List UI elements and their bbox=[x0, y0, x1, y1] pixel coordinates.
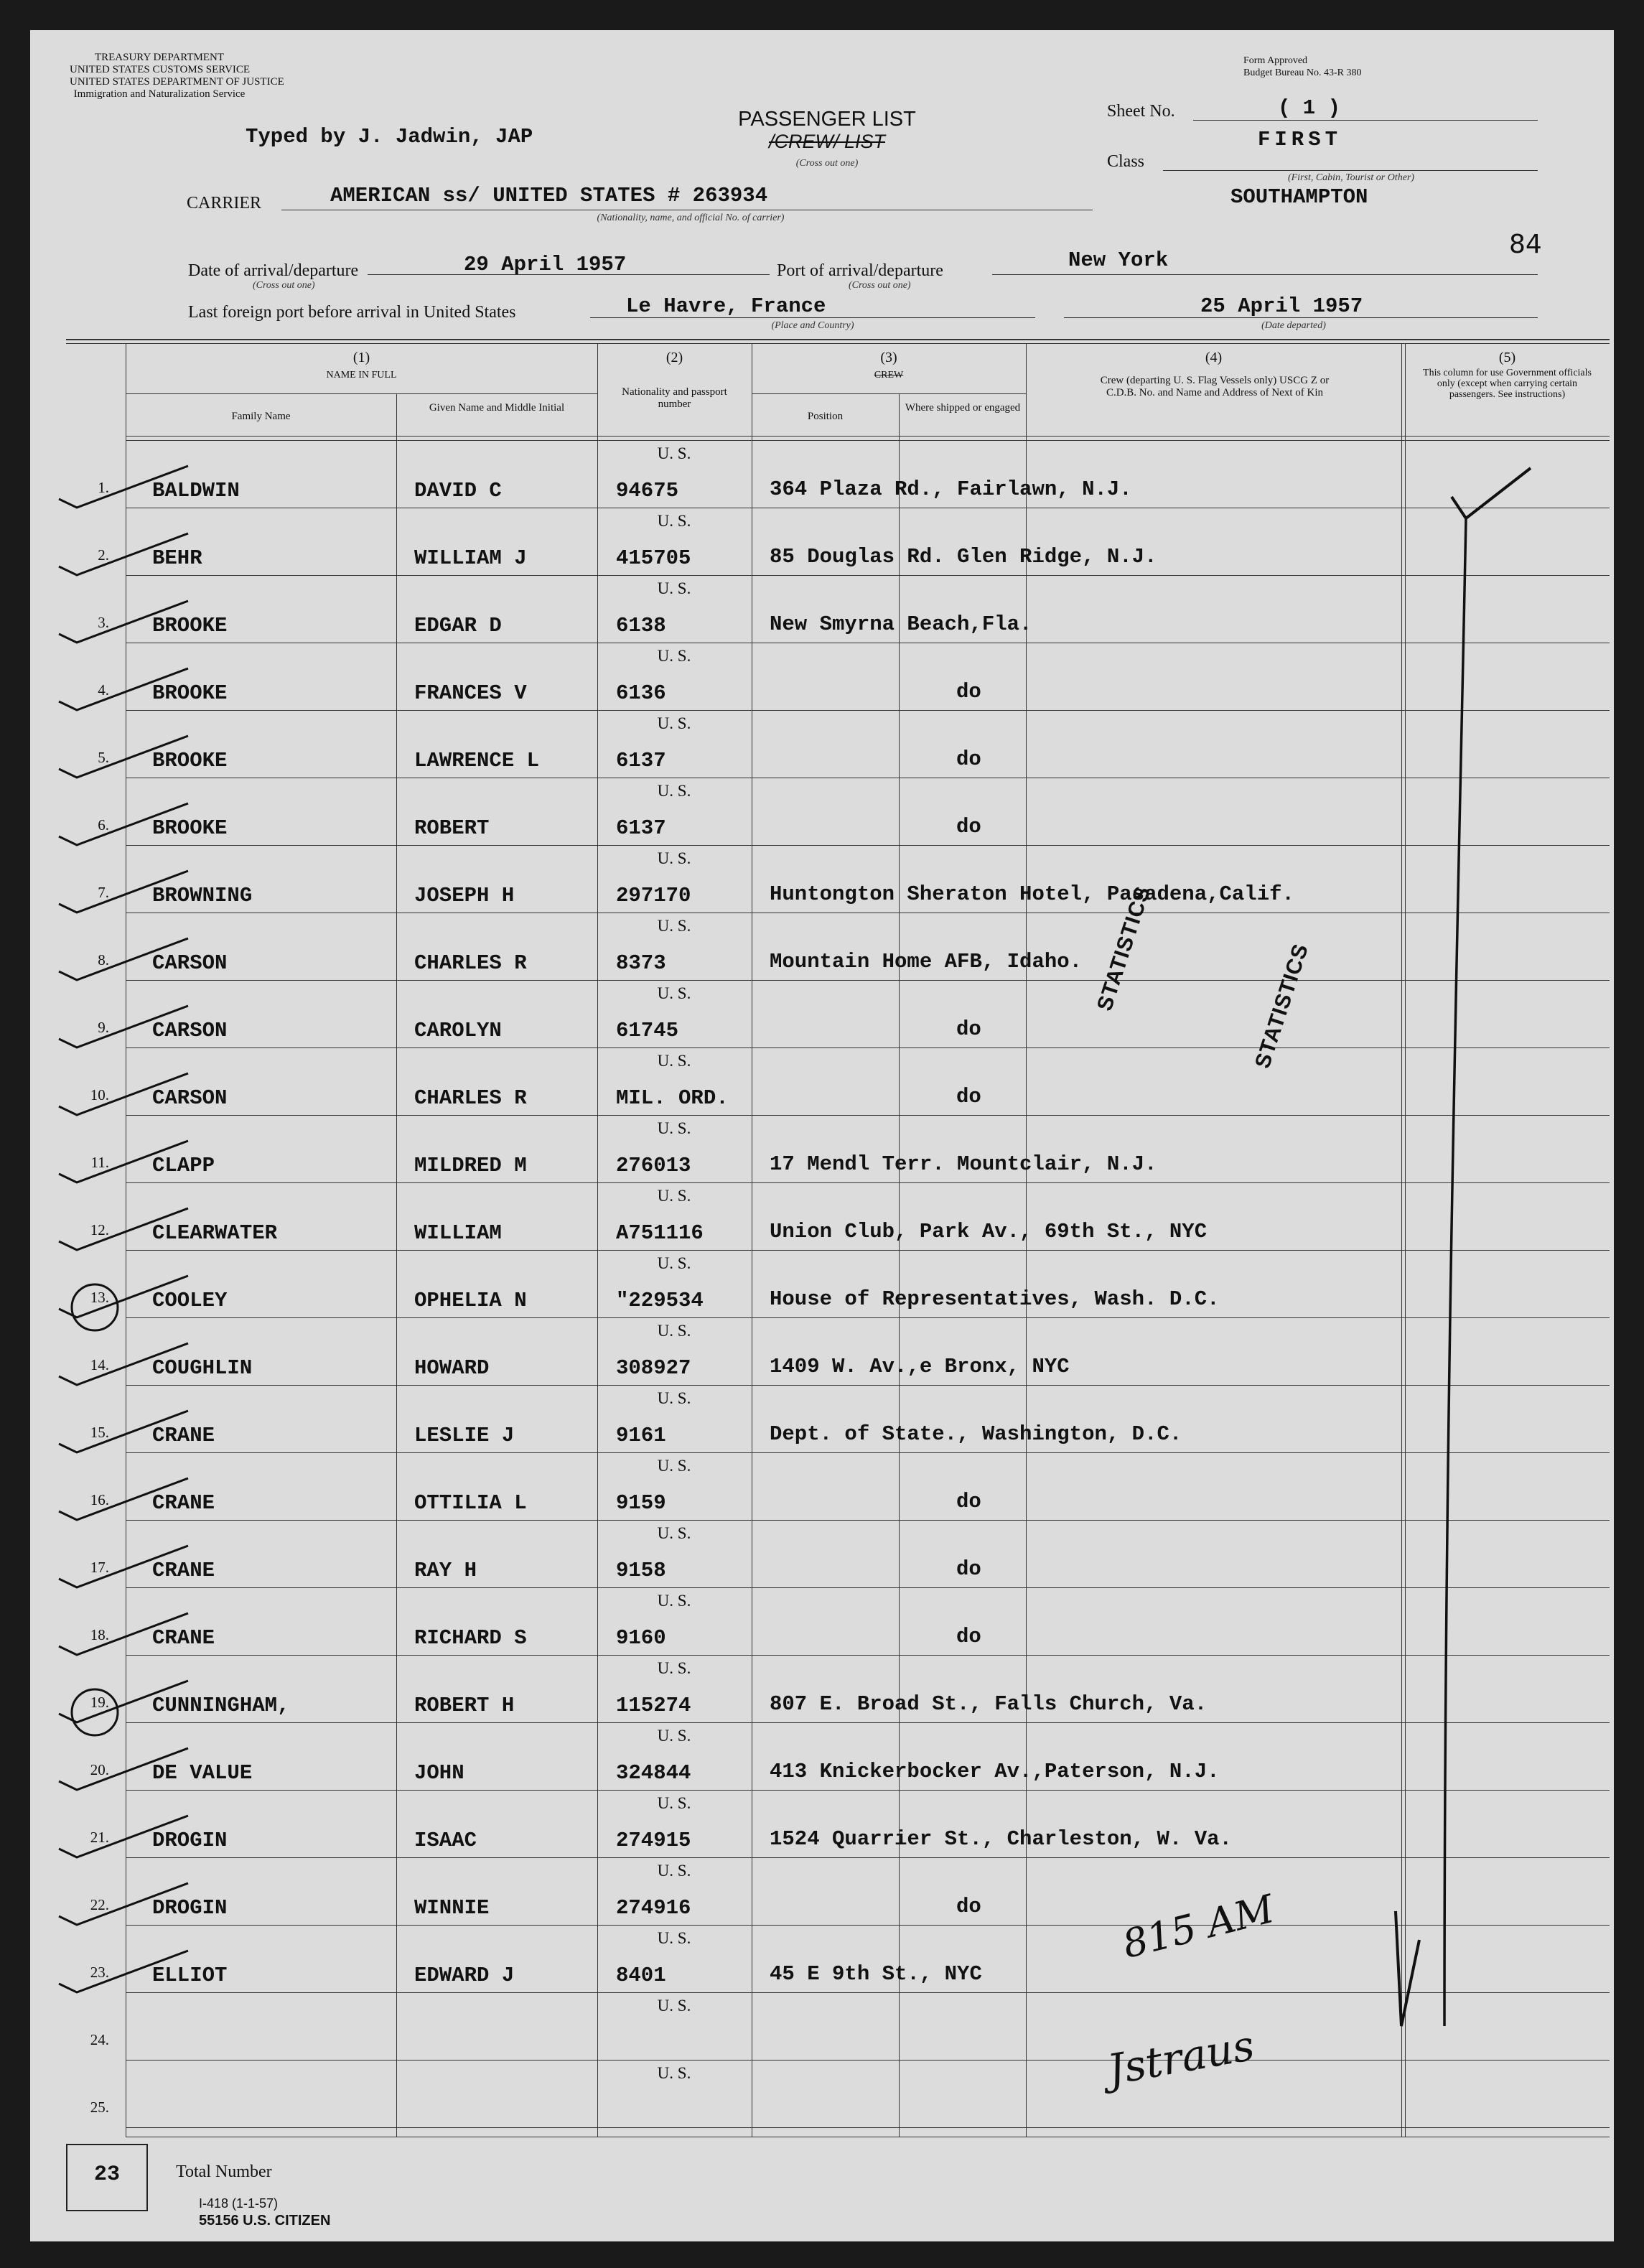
family-name: BEHR bbox=[152, 546, 202, 570]
family-name: BROOKE bbox=[152, 614, 228, 638]
address: do bbox=[956, 747, 981, 771]
col-position: Position bbox=[807, 411, 844, 422]
check-mark bbox=[59, 938, 188, 980]
total-label: Total Number bbox=[176, 2162, 272, 2181]
col-nationality: Nationality and passport number bbox=[622, 386, 727, 410]
row-number: 3. bbox=[98, 614, 109, 631]
row-divider bbox=[126, 1790, 1610, 1791]
family-name: BROOKE bbox=[152, 816, 228, 840]
check-mark bbox=[59, 1816, 188, 1857]
given-name: DAVID C bbox=[414, 479, 502, 503]
sheet-label: Sheet No. bbox=[1107, 102, 1175, 121]
passport-number: 8401 bbox=[616, 1964, 666, 1987]
given-name: LESLIE J bbox=[414, 1424, 515, 1447]
passport-number: A751116 bbox=[616, 1221, 704, 1245]
passport-number: 61745 bbox=[616, 1019, 679, 1042]
family-name: DROGIN bbox=[152, 1829, 228, 1852]
nationality-label: U. S. bbox=[657, 1457, 691, 1475]
row-divider bbox=[126, 980, 1610, 981]
row-number: 13. bbox=[90, 1289, 109, 1306]
check-mark bbox=[59, 871, 188, 913]
last-port-value: Le Havre, France bbox=[626, 294, 826, 318]
row-divider bbox=[126, 1385, 1610, 1386]
col-family-name: Family Name bbox=[231, 411, 291, 422]
address: 364 Plaza Rd., Fairlawn, N.J. bbox=[770, 477, 1132, 501]
carrier-caption: (Nationality, name, and official No. of carrier) bbox=[597, 213, 785, 223]
address: do bbox=[956, 815, 981, 839]
check-line-icon bbox=[1394, 461, 1566, 2076]
row-divider bbox=[126, 845, 1610, 846]
passport-number: "229534 bbox=[616, 1289, 704, 1312]
row-number: 20. bbox=[90, 1761, 109, 1778]
given-name: WINNIE bbox=[414, 1896, 490, 1920]
given-name: LAWRENCE L bbox=[414, 749, 540, 773]
family-name: CLAPP bbox=[152, 1154, 215, 1177]
check-mark bbox=[59, 1883, 188, 1925]
given-name: FRANCES V bbox=[414, 681, 527, 705]
address: 1524 Quarrier St., Charleston, W. Va. bbox=[770, 1827, 1232, 1851]
passport-number: 308927 bbox=[616, 1356, 691, 1380]
given-name: RICHARD S bbox=[414, 1626, 527, 1650]
nationality-label: U. S. bbox=[657, 1862, 691, 1880]
given-name: EDWARD J bbox=[414, 1964, 515, 1987]
address: 85 Douglas Rd. Glen Ridge, N.J. bbox=[770, 545, 1157, 569]
given-name: OPHELIA N bbox=[414, 1289, 527, 1312]
total-box bbox=[66, 2144, 148, 2211]
row-number: 1. bbox=[98, 479, 109, 496]
family-name: COOLEY bbox=[152, 1289, 228, 1312]
nationality-label: U. S. bbox=[657, 1524, 691, 1542]
passport-number: 9160 bbox=[616, 1626, 666, 1650]
row-divider bbox=[126, 1182, 1610, 1183]
family-name: DE VALUE bbox=[152, 1761, 253, 1785]
address: House of Representatives, Wash. D.C. bbox=[770, 1287, 1220, 1311]
given-name: MILDRED M bbox=[414, 1154, 527, 1177]
row-divider bbox=[126, 1520, 1610, 1521]
family-name: COUGHLIN bbox=[152, 1356, 253, 1380]
row-divider bbox=[126, 1115, 1610, 1116]
row-divider bbox=[126, 1047, 1610, 1048]
family-name: CRANE bbox=[152, 1559, 215, 1582]
col-given-name: Given Name and Middle Initial bbox=[429, 402, 565, 414]
check-mark bbox=[59, 601, 188, 643]
circle-mark bbox=[72, 1284, 118, 1330]
row-divider bbox=[126, 1587, 1610, 1588]
given-name: HOWARD bbox=[414, 1356, 490, 1380]
agency-line: UNITED STATES CUSTOMS SERVICE bbox=[70, 64, 251, 75]
address: do bbox=[956, 1017, 981, 1041]
row-divider bbox=[126, 1250, 1610, 1251]
check-mark bbox=[59, 736, 188, 778]
row-number: 16. bbox=[90, 1491, 109, 1508]
check-mark bbox=[59, 1006, 188, 1047]
family-name: BROOKE bbox=[152, 681, 228, 705]
check-mark bbox=[59, 1478, 188, 1520]
given-name: ROBERT bbox=[414, 816, 490, 840]
form-number: I-418 (1-1-57) bbox=[199, 2196, 279, 2211]
form-approved-line: Budget Bureau No. 43-R 380 bbox=[1243, 67, 1362, 78]
address: New Smyrna Beach,Fla. bbox=[770, 612, 1032, 636]
row-divider bbox=[126, 710, 1610, 711]
class-value: FIRST bbox=[1258, 128, 1342, 151]
check-mark bbox=[59, 1613, 188, 1655]
tally-marks-icon bbox=[45, 440, 317, 2091]
address: do bbox=[956, 1490, 981, 1513]
family-name: DROGIN bbox=[152, 1896, 228, 1920]
row-number: 10. bbox=[90, 1086, 109, 1103]
col-where-shipped: Where shipped or engaged bbox=[905, 402, 1021, 414]
passport-number: 6136 bbox=[616, 681, 666, 705]
check-mark bbox=[59, 668, 188, 710]
last-port-caption: (Place and Country) bbox=[771, 320, 854, 331]
agency-block bbox=[70, 52, 284, 101]
check-mark bbox=[59, 1343, 188, 1385]
carrier-label: CARRIER bbox=[187, 194, 262, 213]
address: 413 Knickerbocker Av.,Paterson, N.J. bbox=[770, 1760, 1220, 1783]
row-divider bbox=[126, 1655, 1610, 1656]
passport-number: 276013 bbox=[616, 1154, 691, 1177]
date-departed-caption: (Date departed) bbox=[1261, 320, 1326, 331]
row-divider bbox=[126, 2127, 1610, 2128]
given-name: CAROLYN bbox=[414, 1019, 502, 1042]
given-name: ISAAC bbox=[414, 1829, 477, 1852]
nationality-label: U. S. bbox=[657, 1254, 691, 1272]
nationality-label: U. S. bbox=[657, 2064, 691, 2082]
col3-crew: CREW bbox=[874, 370, 904, 381]
col1-number: (1) bbox=[352, 350, 370, 365]
address: 1409 W. Av.,e Bronx, NYC bbox=[770, 1355, 1070, 1378]
row-number: 8. bbox=[98, 951, 109, 969]
nationality-label: U. S. bbox=[657, 1187, 691, 1205]
check-mark bbox=[59, 1073, 188, 1115]
passenger-list-sheet bbox=[30, 30, 1614, 2241]
address: Huntongton Sheraton Hotel, Pasadena,Calif. bbox=[770, 882, 1294, 906]
check-mark bbox=[59, 1411, 188, 1452]
citizen-label: 55156 U.S. CITIZEN bbox=[199, 2213, 331, 2229]
passport-number: 6137 bbox=[616, 816, 666, 840]
family-name: ELLIOT bbox=[152, 1964, 228, 1987]
check-mark bbox=[59, 1276, 188, 1317]
given-name: JOSEPH H bbox=[414, 884, 515, 907]
family-name: CUNNINGHAM, bbox=[152, 1694, 290, 1717]
check-mark bbox=[59, 466, 188, 508]
form-approved bbox=[1243, 55, 1361, 79]
nationality-label: U. S. bbox=[657, 714, 691, 732]
family-name: CARSON bbox=[152, 951, 228, 975]
row-number: 17. bbox=[90, 1559, 109, 1576]
family-name: BROWNING bbox=[152, 884, 253, 907]
passport-number: 6137 bbox=[616, 749, 666, 773]
nationality-label: U. S. bbox=[657, 1659, 691, 1677]
row-number: 12. bbox=[90, 1221, 109, 1238]
col4-number: (4) bbox=[1205, 350, 1223, 365]
passport-number: 9159 bbox=[616, 1491, 666, 1515]
list-title: PASSENGER LIST bbox=[738, 108, 916, 131]
col1-title: NAME IN FULL bbox=[326, 370, 397, 381]
given-name: RAY H bbox=[414, 1559, 477, 1582]
nationality-label: U. S. bbox=[657, 1592, 691, 1610]
passport-number: 94675 bbox=[616, 479, 679, 503]
passport-number: 274916 bbox=[616, 1896, 691, 1920]
address: 45 E 9th St., NYC bbox=[770, 1962, 982, 1986]
check-mark bbox=[59, 1141, 188, 1182]
nationality-label: U. S. bbox=[657, 1997, 691, 2015]
row-number: 18. bbox=[90, 1626, 109, 1643]
nationality-label: U. S. bbox=[657, 1052, 691, 1070]
total-value: 23 bbox=[93, 2162, 120, 2187]
address: Dept. of State., Washington, D.C. bbox=[770, 1422, 1182, 1446]
check-mark bbox=[59, 1546, 188, 1587]
row-divider bbox=[126, 1722, 1610, 1723]
address: do bbox=[956, 1625, 981, 1648]
address: 17 Mendl Terr. Mountclair, N.J. bbox=[770, 1152, 1157, 1176]
statistics-stamp: STATISTICS bbox=[1093, 883, 1156, 1014]
given-name: WILLIAM bbox=[414, 1221, 502, 1245]
nationality-label: U. S. bbox=[657, 849, 691, 867]
typed-by: Typed by J. Jadwin, JAP bbox=[246, 125, 533, 149]
agency-line: Immigration and Naturalization Service bbox=[73, 88, 246, 100]
nationality-label: U. S. bbox=[657, 1727, 691, 1745]
family-name: CARSON bbox=[152, 1086, 228, 1110]
port-arrival-value: New York bbox=[1068, 248, 1169, 272]
given-name: OTTILIA L bbox=[414, 1491, 527, 1515]
nationality-label: U. S. bbox=[657, 1322, 691, 1340]
passport-number: 324844 bbox=[616, 1761, 691, 1785]
class-caption: (First, Cabin, Tourist or Other) bbox=[1287, 172, 1415, 183]
passport-number: 9158 bbox=[616, 1559, 666, 1582]
last-port-label: Last foreign port before arrival in United States bbox=[188, 303, 516, 322]
row-divider bbox=[126, 1317, 1610, 1318]
address: Mountain Home AFB, Idaho. bbox=[770, 950, 1083, 974]
nationality-label: U. S. bbox=[657, 1389, 691, 1407]
carrier-value: AMERICAN ss/ UNITED STATES # 263934 bbox=[330, 184, 768, 207]
row-number: 11. bbox=[90, 1154, 109, 1171]
passport-number: 8373 bbox=[616, 951, 666, 975]
cross-out-caption: (Cross out one) bbox=[795, 158, 859, 169]
nationality-label: U. S. bbox=[657, 1794, 691, 1812]
address: do bbox=[956, 1557, 981, 1581]
given-name: JOHN bbox=[414, 1761, 464, 1785]
col-government: This column for use Government officials only (except when carrying certain passengers. See instructions) bbox=[1423, 368, 1592, 400]
page-number: 84 bbox=[1509, 230, 1542, 259]
cross-out-caption-3: (Cross out one) bbox=[849, 280, 911, 291]
handwritten-time: 815 AM bbox=[1118, 1885, 1279, 1968]
given-name: WILLIAM J bbox=[414, 546, 527, 570]
nationality-label: U. S. bbox=[657, 579, 691, 597]
nationality-label: U. S. bbox=[657, 917, 691, 935]
family-name: BALDWIN bbox=[152, 479, 240, 503]
given-name: CHARLES R bbox=[414, 1086, 527, 1110]
family-name: CRANE bbox=[152, 1424, 215, 1447]
agency-line: UNITED STATES DEPARTMENT OF JUSTICE bbox=[70, 76, 284, 88]
nationality-label: U. S. bbox=[657, 444, 691, 462]
row-number: 7. bbox=[98, 884, 109, 901]
passport-number: 274915 bbox=[616, 1829, 691, 1852]
crew-list-struck: /CREW/ LIST bbox=[768, 131, 885, 152]
given-name: CHARLES R bbox=[414, 951, 527, 975]
col2-number: (2) bbox=[665, 350, 683, 365]
nationality-label: U. S. bbox=[657, 647, 691, 665]
nationality-label: U. S. bbox=[657, 1929, 691, 1947]
address: do bbox=[956, 1895, 981, 1918]
row-number: 25. bbox=[90, 2099, 109, 2116]
passport-number: MIL. ORD. bbox=[616, 1086, 729, 1110]
nationality-label: U. S. bbox=[657, 512, 691, 530]
row-number: 9. bbox=[98, 1019, 109, 1036]
agency-line: TREASURY DEPARTMENT bbox=[94, 52, 225, 63]
check-mark bbox=[59, 1951, 188, 1992]
row-number: 21. bbox=[90, 1829, 109, 1846]
address: do bbox=[956, 680, 981, 704]
check-mark bbox=[59, 1681, 188, 1722]
row-number: 14. bbox=[90, 1356, 109, 1373]
row-number: 2. bbox=[98, 546, 109, 564]
circle-mark bbox=[72, 1689, 118, 1735]
row-number: 19. bbox=[90, 1694, 109, 1711]
passport-number: 415705 bbox=[616, 546, 691, 570]
col5-number: (5) bbox=[1498, 350, 1516, 365]
statistics-stamp: STATISTICS bbox=[1251, 941, 1314, 1072]
handwritten-signature: Jstraus bbox=[1103, 2020, 1258, 2095]
row-number: 5. bbox=[98, 749, 109, 766]
address: 807 E. Broad St., Falls Church, Va. bbox=[770, 1692, 1208, 1716]
date-departed-value: 25 April 1957 bbox=[1200, 294, 1363, 318]
check-mark bbox=[59, 533, 188, 575]
given-name: EDGAR D bbox=[414, 614, 502, 638]
passport-number: 297170 bbox=[616, 884, 691, 907]
check-mark bbox=[59, 803, 188, 845]
passport-number: 9161 bbox=[616, 1424, 666, 1447]
cross-out-caption-2: (Cross out one) bbox=[253, 280, 315, 291]
nationality-label: U. S. bbox=[657, 782, 691, 800]
row-divider bbox=[126, 2060, 1610, 2061]
address: do bbox=[956, 1085, 981, 1109]
check-mark bbox=[59, 1748, 188, 1790]
row-number: 4. bbox=[98, 681, 109, 699]
row-divider bbox=[126, 575, 1610, 576]
port-departed: SOUTHAMPTON bbox=[1230, 185, 1368, 209]
col-crew-departing: Crew (departing U. S. Flag Vessels only) USCG Z or C.D.B. No. and Name and Address of Next of Kin bbox=[1100, 375, 1330, 398]
row-divider bbox=[126, 1857, 1610, 1858]
family-name: CRANE bbox=[152, 1626, 215, 1650]
date-arrival-label: Date of arrival/departure bbox=[188, 261, 359, 280]
family-name: BROOKE bbox=[152, 749, 228, 773]
sheet-value: ( 1 ) bbox=[1278, 96, 1341, 120]
nationality-label: U. S. bbox=[657, 984, 691, 1002]
class-label: Class bbox=[1107, 152, 1145, 171]
row-number: 24. bbox=[90, 2031, 109, 2048]
passport-number: 115274 bbox=[616, 1694, 691, 1717]
port-arrival-label: Port of arrival/departure bbox=[777, 261, 943, 280]
family-name: CLEARWATER bbox=[152, 1221, 278, 1245]
given-name: ROBERT H bbox=[414, 1694, 515, 1717]
row-divider bbox=[126, 1452, 1610, 1453]
row-number: 23. bbox=[90, 1964, 109, 1981]
row-divider bbox=[126, 1925, 1610, 1926]
row-number: 6. bbox=[98, 816, 109, 834]
family-name: CRANE bbox=[152, 1491, 215, 1515]
row-number: 22. bbox=[90, 1896, 109, 1913]
family-name: CARSON bbox=[152, 1019, 228, 1042]
row-divider bbox=[126, 1992, 1610, 1993]
row-number: 15. bbox=[90, 1424, 109, 1441]
form-approved-line: Form Approved bbox=[1243, 55, 1308, 66]
address: Union Club, Park Av., 69th St., NYC bbox=[770, 1220, 1208, 1243]
passport-number: 6138 bbox=[616, 614, 666, 638]
check-mark bbox=[59, 1208, 188, 1250]
date-arrival-value: 29 April 1957 bbox=[464, 253, 627, 276]
col3-number: (3) bbox=[880, 350, 897, 365]
nationality-label: U. S. bbox=[657, 1119, 691, 1137]
